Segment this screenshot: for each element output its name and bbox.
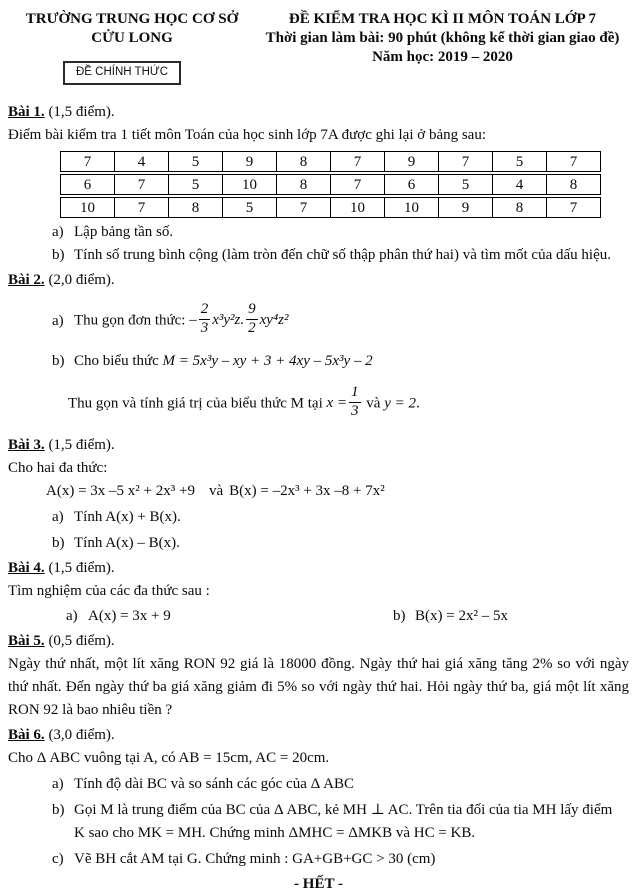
score-cell: 7 <box>330 174 385 195</box>
score-cell: 7 <box>114 197 169 218</box>
score-cell: 4 <box>492 174 547 195</box>
joiner-text: và <box>208 483 224 499</box>
y-value-formula: y = 2 <box>384 395 416 412</box>
score-cell: 4 <box>114 151 169 172</box>
bai6-intro: Cho Δ ABC vuông tại A, có AB = 15cm, AC = 20cm. <box>8 750 330 766</box>
monomial-formula <box>189 300 289 336</box>
bai1-item-a <box>8 221 629 244</box>
score-cell: 7 <box>438 151 493 172</box>
bai1-points: (1,5 điểm). <box>44 104 115 120</box>
polynomial-A: A(x) = 3x –5 x² + 2x³ +9 <box>46 483 195 499</box>
bai2-label: Bài 2. <box>8 272 45 288</box>
school-block <box>8 10 256 85</box>
bai3-intro: Cho hai đa thức: <box>8 460 108 476</box>
item-b-marker: b) <box>52 535 65 551</box>
score-cell: 10 <box>384 197 439 218</box>
bai6-points: (3,0 điểm). <box>44 727 115 743</box>
bai6-item-c-text: Vẽ BH cắt AM tại G. Chứng minh : GA+GB+GC > 30 (cm) <box>74 851 436 867</box>
score-table <box>60 151 629 218</box>
bai3-label: Bài 3. <box>8 437 45 453</box>
bai2-note <box>68 382 629 426</box>
score-cell: 8 <box>276 174 331 195</box>
bai6-item-b-text: Gọi M là trung điểm của BC của Δ ABC, kẻ MH ⊥ AC. Trên tia đối của tia MH lấy điểm K sao cho MK = MH. Chứng minh ΔMHC = ΔMKB và HC = KB. <box>74 802 613 841</box>
bai1-item-a-text: Lập bảng tần số. <box>74 224 174 240</box>
item-a-marker: a) <box>66 608 78 624</box>
item-a-marker: a) <box>52 312 64 329</box>
score-cell: 7 <box>60 151 115 172</box>
exam-header <box>8 10 629 85</box>
bai3-item-a <box>8 506 629 529</box>
polynomial-M-formula: M = 5x³y – xy + 3 + 4xy – 5x³y – 2 <box>162 353 373 369</box>
bai3-polynomials <box>46 480 629 503</box>
score-cell: 7 <box>114 174 169 195</box>
score-table-row <box>60 151 629 172</box>
score-cell: 5 <box>222 197 277 218</box>
bai5-problem-text: Ngày thứ nhất, một lít xăng RON 92 giá là 18000 đồng. Ngày thứ hai giá xăng tăng 2% so với ngày thứ nhất. Đến ngày thứ ba giá xăng giảm đi 5% so với ngày thứ hai. Hỏi ngày thứ ba, giá một lít xăng RON 92 là bao nhiêu tiền ? <box>8 656 629 718</box>
bai1-heading <box>8 101 629 124</box>
bai4-item-b <box>393 605 508 628</box>
bai4-intro: Tìm nghiệm của các đa thức sau : <box>8 583 210 599</box>
score-cell: 9 <box>384 151 439 172</box>
exam-body <box>8 101 629 896</box>
bai5-label: Bài 5. <box>8 633 45 649</box>
score-cell: 9 <box>222 151 277 172</box>
bai3-item-b <box>8 532 629 555</box>
bai2-points: (2,0 điểm). <box>44 272 115 288</box>
score-cell: 5 <box>492 151 547 172</box>
monomial-part2: xy⁴z² <box>259 312 289 329</box>
fraction-9-2: $\frac{9}{2}$ <box>248 300 256 336</box>
score-cell: 7 <box>330 151 385 172</box>
score-cell: 10 <box>330 197 385 218</box>
bai2-item-b <box>8 350 629 373</box>
bai2-item-b-text <box>74 350 629 373</box>
minus-sign: – <box>189 312 197 329</box>
item-a-marker: a) <box>52 224 64 240</box>
bai6-heading <box>8 724 629 747</box>
bai3-heading <box>8 434 629 457</box>
item-a-marker: a) <box>52 509 64 525</box>
item-b-marker: b) <box>52 247 65 263</box>
bai4-heading <box>8 557 629 580</box>
bai2-b-prompt: Cho biểu thức <box>74 353 163 369</box>
score-cell: 5 <box>168 174 223 195</box>
item-b-marker: b) <box>52 802 65 818</box>
score-cell: 5 <box>168 151 223 172</box>
bai6-item-a <box>8 773 629 796</box>
bai5-heading <box>8 630 629 653</box>
bai2-heading <box>8 269 629 292</box>
item-b-marker: b) <box>52 353 65 369</box>
score-cell: 10 <box>60 197 115 218</box>
bai3-item-a-text: Tính A(x) + B(x). <box>74 509 181 525</box>
bai4-item-a-formula: A(x) = 3x + 9 <box>88 608 171 624</box>
score-table-row <box>60 197 629 218</box>
bai6-item-c <box>8 848 629 871</box>
bai4-items-row <box>8 605 629 628</box>
score-cell: 5 <box>438 174 493 195</box>
x-value-formula: x = $\frac{1}{3}$ <box>326 383 359 419</box>
score-cell: 8 <box>276 151 331 172</box>
score-table-row <box>60 174 629 195</box>
bai1-intro: Điểm bài kiểm tra 1 tiết môn Toán của học sinh lớp 7A được ghi lại ở bảng sau: <box>8 127 487 143</box>
bai4-item-b-formula: B(x) = 2x² – 5x <box>415 608 508 624</box>
end-of-exam-mark: - HẾT - <box>294 876 343 892</box>
exam-title: ĐỀ KIỂM TRA HỌC KÌ II MÔN TOÁN LỚP 7 <box>288 11 597 27</box>
score-cell: 7 <box>546 151 601 172</box>
bai1-item-b-text: Tính số trung bình cộng (làm tròn đến chữ số thập phân thứ hai) và tìm mốt của dấu hiệu. <box>74 247 611 263</box>
score-cell: 8 <box>168 197 223 218</box>
bai4-item-a <box>8 605 629 628</box>
fraction-1-3: $\frac{1}{3}$ <box>351 383 359 419</box>
bai5-points: (0,5 điểm). <box>44 633 115 649</box>
bai4-label: Bài 4. <box>8 560 45 576</box>
bai6-item-a-text: Tính độ dài BC và so sánh các góc của Δ ABC <box>74 776 355 792</box>
score-cell: 7 <box>276 197 331 218</box>
item-b-marker: b) <box>393 608 406 624</box>
bai6-label: Bài 6. <box>8 727 45 743</box>
score-cell: 8 <box>546 174 601 195</box>
item-a-marker: a) <box>52 776 64 792</box>
score-cell: 7 <box>546 197 601 218</box>
monomial-part1: x³y²z. <box>212 312 245 329</box>
bai3-points: (1,5 điểm). <box>44 437 115 453</box>
bai1-label: Bài 1. <box>8 104 45 120</box>
school-name-line1: TRƯỜNG TRUNG HỌC CƠ SỞ <box>25 11 239 27</box>
bai2-a-prompt: Thu gọn đơn thức: <box>74 312 190 329</box>
bai4-points: (1,5 điểm). <box>44 560 115 576</box>
official-exam-badge: ĐỀ CHÍNH THỨC <box>63 61 181 85</box>
bai2-item-a-text <box>74 300 629 339</box>
bai6-item-b <box>8 799 629 845</box>
item-c-marker: c) <box>52 851 64 867</box>
exam-title-block <box>256 10 629 85</box>
score-cell: 6 <box>384 174 439 195</box>
score-cell: 6 <box>60 174 115 195</box>
bai1-item-b <box>8 244 629 267</box>
bai2-item-a <box>8 299 629 343</box>
score-cell: 10 <box>222 174 277 195</box>
school-name-line2: CỬU LONG <box>91 30 173 46</box>
bai2-note-text: Thu gọn và tính giá trị của biểu thức M tại x = $\frac{1}{3}$ và y = 2. <box>68 383 420 419</box>
score-cell: 8 <box>492 197 547 218</box>
bai3-item-b-text: Tính A(x) – B(x). <box>74 535 180 551</box>
exam-duration: Thời gian làm bài: 90 phút (không kể thời gian giao đề) <box>265 30 620 46</box>
fraction-2-3: $\frac{2}{3}$ <box>200 300 209 336</box>
polynomial-B: B(x) = –2x³ + 3x –8 + 7x² <box>229 483 385 499</box>
score-cell: 9 <box>438 197 493 218</box>
school-year: Năm học: 2019 – 2020 <box>372 49 513 65</box>
